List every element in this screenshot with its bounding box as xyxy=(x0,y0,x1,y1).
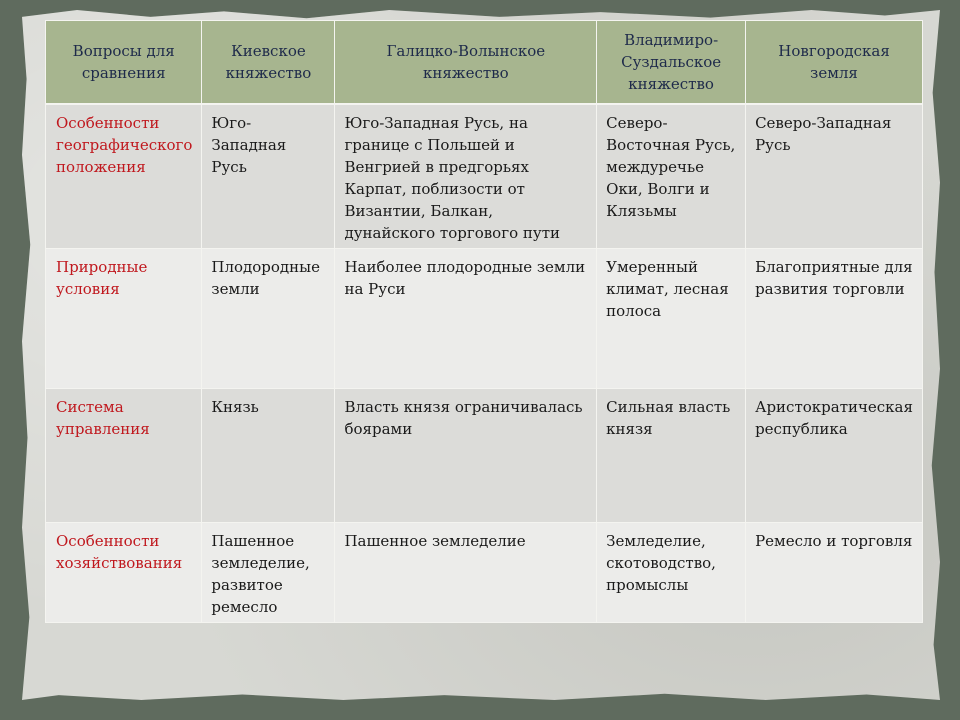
table-cell: Пашенное земледелие, развитое ремесло xyxy=(202,523,335,623)
table-cell: Умеренный климат, лесная полоса xyxy=(597,249,746,389)
comparison-table xyxy=(45,20,923,623)
table-cell: Князь xyxy=(202,389,335,523)
table-cell: Северо-Восточная Русь, междуречье Оки, Волги и Клязьмы xyxy=(597,104,746,249)
row-question: Особенности географического положения xyxy=(46,104,202,249)
header-galicia-volhynia: Галицко-Волынское княжество xyxy=(335,21,597,105)
table-cell: Плодородные земли xyxy=(202,249,335,389)
table-row xyxy=(46,104,923,249)
table-row xyxy=(46,249,923,389)
row-question: Особенности хозяйствования xyxy=(46,523,202,623)
table-cell: Благоприятные для развития торговли xyxy=(746,249,923,389)
table-cell: Аристократическая республика xyxy=(746,389,923,523)
table-cell: Земледелие, скотоводство, промыслы xyxy=(597,523,746,623)
header-vladimir-suzdal: Владимиро-Суздальское княжество xyxy=(597,21,746,105)
table-row xyxy=(46,389,923,523)
header-novgorod: Новгородская земля xyxy=(746,21,923,105)
table-cell: Сильная власть князя xyxy=(597,389,746,523)
table-cell: Юго-Западная Русь, на границе с Польшей и Венгрией в предгорьях Карпат, поблизости от Византии, Балкан, дунайского торгового пути xyxy=(335,104,597,249)
table-row xyxy=(46,523,923,623)
table-cell: Ремесло и торговля xyxy=(746,523,923,623)
table-header-row xyxy=(46,21,923,105)
table-cell: Юго-Западная Русь xyxy=(202,104,335,249)
header-kiev: Киевское княжество xyxy=(202,21,335,105)
row-question: Система управления xyxy=(46,389,202,523)
row-question: Природные условия xyxy=(46,249,202,389)
table-cell: Наиболее плодородные земли на Руси xyxy=(335,249,597,389)
header-questions: Вопросы для сравнения xyxy=(46,21,202,105)
table-cell: Пашенное земледелие xyxy=(335,523,597,623)
table-cell: Северо-Западная Русь xyxy=(746,104,923,249)
table-cell: Власть князя ограничивалась боярами xyxy=(335,389,597,523)
